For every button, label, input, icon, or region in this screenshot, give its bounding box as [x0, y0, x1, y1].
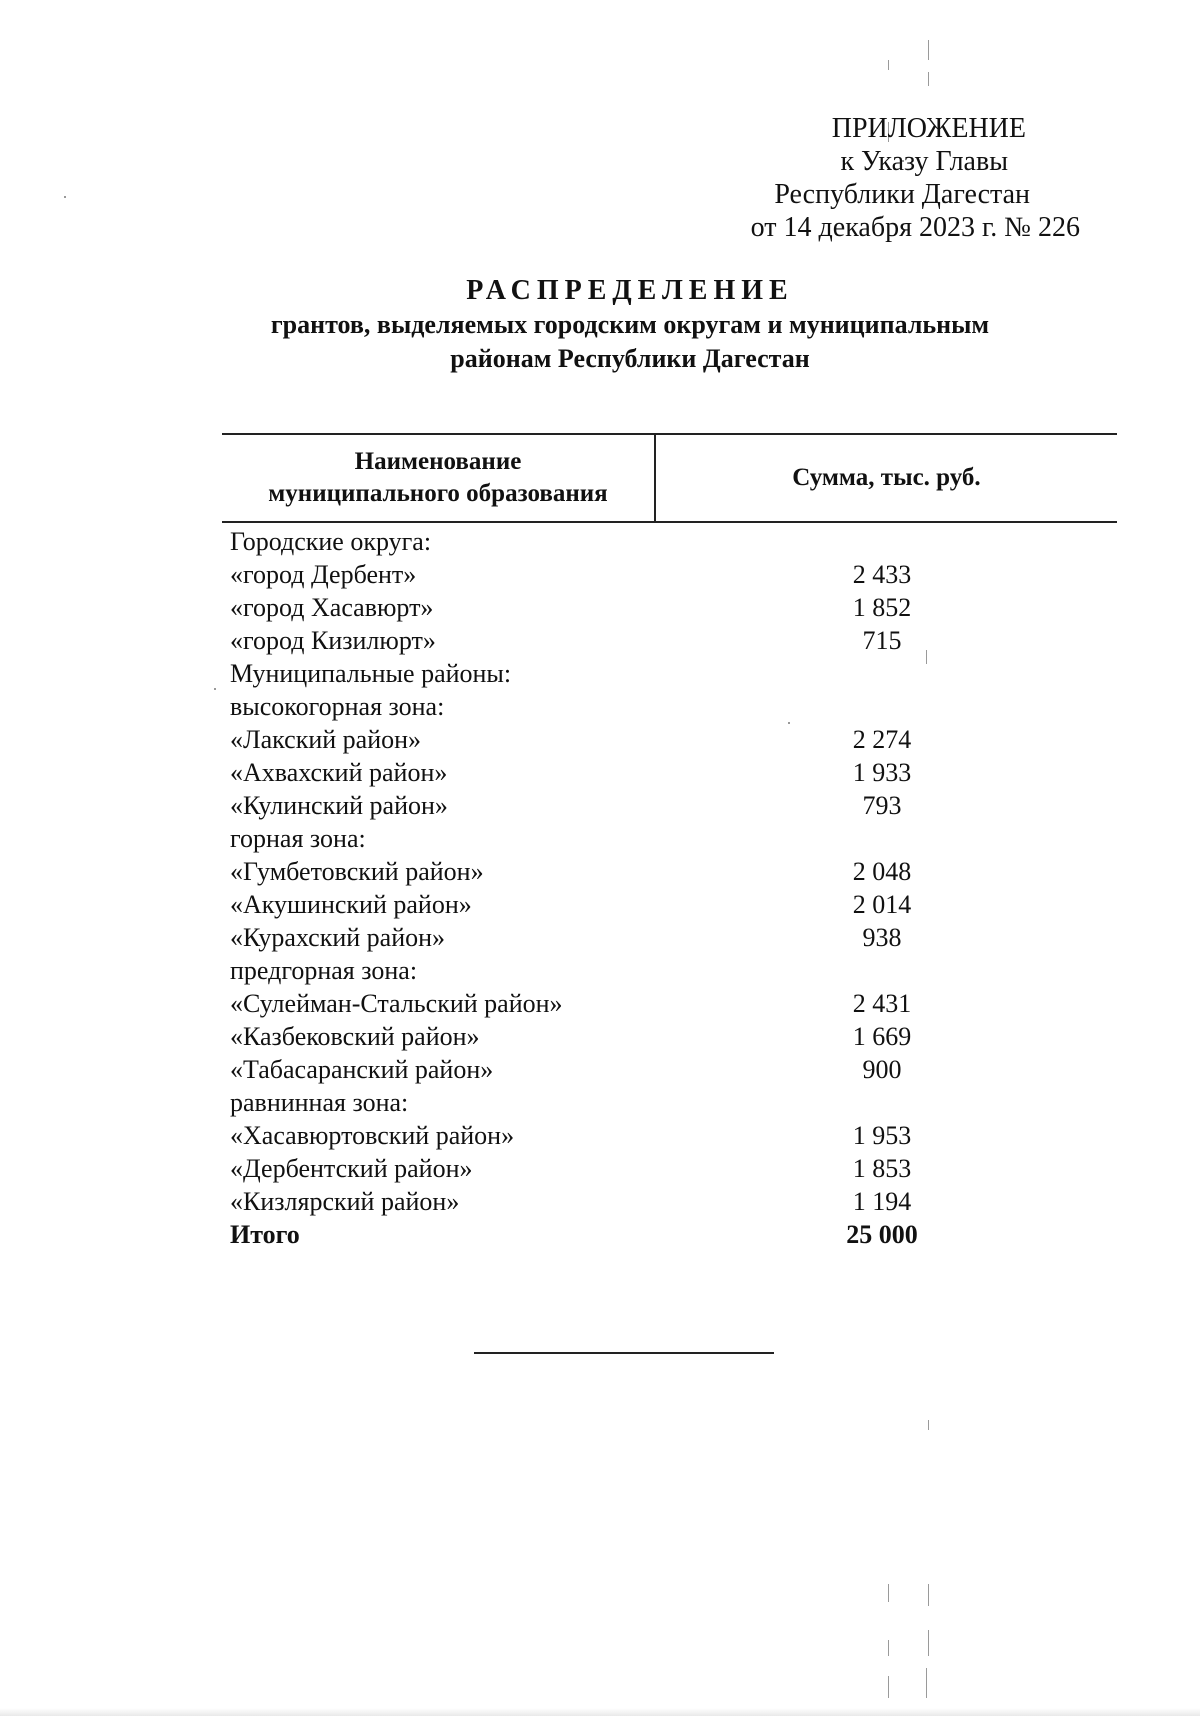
row-value: 938 [862, 923, 902, 952]
scan-artifact [928, 1630, 929, 1656]
header-name-line1: Наименование [354, 448, 522, 475]
scan-artifact [214, 688, 216, 690]
appendix-title: ПРИЛОЖЕНИЕ [831, 113, 1026, 144]
table-row [222, 921, 1117, 954]
row-name: «Сулейман-Стальский район» [230, 989, 563, 1018]
row-value: 1 852 [852, 593, 912, 622]
row-value: 2 433 [852, 560, 912, 589]
row-name: «Ахвахский район» [230, 758, 448, 787]
row-value: 1 853 [852, 1154, 912, 1183]
table-row [222, 888, 1117, 921]
table-row [222, 1053, 1117, 1086]
table-row [222, 624, 1117, 657]
header-name-column [222, 435, 656, 521]
scan-artifact [928, 72, 929, 86]
row-value: 1 669 [852, 1022, 912, 1051]
row-name: предгорная зона: [230, 956, 418, 985]
row-name: «Казбековский район» [230, 1022, 480, 1051]
header-name-line2: муниципального образования [268, 480, 608, 507]
row-name: «Кизлярский район» [230, 1187, 460, 1216]
scan-artifact [888, 60, 889, 70]
row-name: горная зона: [230, 824, 366, 853]
appendix-reference: к Указу Главы [840, 146, 1008, 177]
row-name: «город Кизилюрт» [230, 626, 436, 655]
scan-artifact [888, 1584, 889, 1602]
scan-artifact [888, 1640, 889, 1656]
row-value: 1 933 [852, 758, 912, 787]
row-value: 1 194 [852, 1187, 912, 1216]
table-row [222, 855, 1117, 888]
appendix-header [720, 112, 1080, 244]
table-row [222, 789, 1117, 822]
header-sum-column: Сумма, тыс. руб. [792, 464, 981, 491]
row-name: высокогорная зона: [230, 692, 445, 721]
total-row [222, 1218, 1117, 1251]
table-row [222, 525, 1117, 558]
table-row [222, 591, 1117, 624]
scan-artifact [928, 1420, 929, 1430]
title-subtitle-line1: грантов, выделяемых городским округам и муниципальным [270, 310, 990, 339]
table-header [222, 433, 1117, 523]
row-value: 2 274 [852, 725, 912, 754]
scan-artifact [928, 40, 929, 60]
row-value: 2 048 [852, 857, 912, 886]
scan-artifact [64, 196, 66, 198]
end-rule [474, 1352, 774, 1354]
table-row [222, 1185, 1117, 1218]
row-value: 1 953 [852, 1121, 912, 1150]
row-name: равнинная зона: [230, 1088, 409, 1117]
table-row [222, 822, 1117, 855]
title-subtitle-line2: районам Республики Дагестан [450, 344, 810, 373]
table-row [222, 690, 1117, 723]
row-name: «Курахский район» [230, 923, 446, 952]
table-body [222, 523, 1117, 1251]
row-name: «Дербентский район» [230, 1154, 473, 1183]
table-row [222, 723, 1117, 756]
row-value: 2 014 [852, 890, 912, 919]
grants-table [222, 433, 1117, 1251]
row-name: «Табасаранский район» [230, 1055, 494, 1084]
row-name: «Кулинский район» [230, 791, 448, 820]
scan-edge [0, 1708, 1200, 1716]
row-name: Городские округа: [230, 527, 432, 556]
title-heading: РАСПРЕДЕЛЕНИЕ [466, 275, 794, 306]
table-row [222, 954, 1117, 987]
row-value: 900 [862, 1055, 902, 1084]
row-name: «Акушинский район» [230, 890, 472, 919]
table-row [222, 1086, 1117, 1119]
table-row [222, 1119, 1117, 1152]
total-label: Итого [230, 1220, 300, 1249]
scan-artifact [926, 1668, 927, 1698]
row-name: «Лакский район» [230, 725, 422, 754]
row-name: Муниципальные районы: [230, 659, 512, 688]
row-name: «город Хасавюрт» [230, 593, 434, 622]
appendix-date-number: от 14 декабря 2023 г. № 226 [750, 212, 1080, 243]
row-value: 793 [862, 791, 902, 820]
table-row [222, 1152, 1117, 1185]
table-row [222, 756, 1117, 789]
row-value: 715 [862, 626, 902, 655]
table-row [222, 1020, 1117, 1053]
row-name: «город Дербент» [230, 560, 417, 589]
row-name: «Гумбетовский район» [230, 857, 484, 886]
table-row [222, 558, 1117, 591]
document-title [180, 274, 1080, 376]
table-row [222, 987, 1117, 1020]
appendix-republic: Республики Дагестан [774, 179, 1030, 210]
row-value: 2 431 [852, 989, 912, 1018]
table-row [222, 657, 1117, 690]
total-value: 25 000 [846, 1220, 918, 1249]
row-name: «Хасавюртовский район» [230, 1121, 515, 1150]
scan-artifact [888, 1676, 889, 1698]
scan-artifact [928, 1584, 929, 1606]
